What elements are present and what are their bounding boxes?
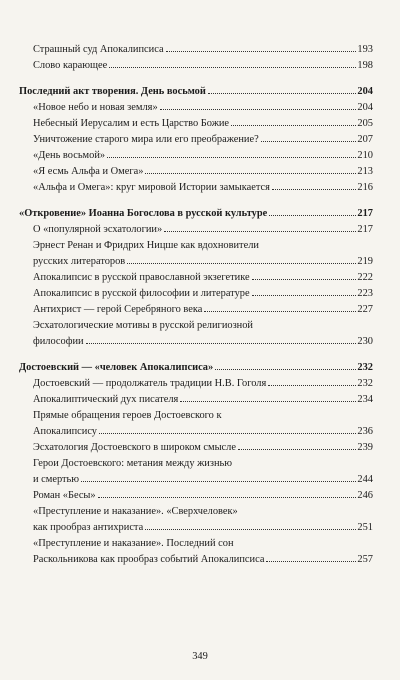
toc-page-number: 234 [357,394,373,405]
dot-leader [261,141,357,142]
dot-leader [238,449,356,450]
toc-page-number: 213 [357,166,373,177]
toc-entry [19,116,373,132]
toc-entry [19,456,373,472]
toc-entry-title: Прямые обращения героев Достоевского к [33,410,222,421]
dot-leader [145,173,356,174]
toc-entry [19,164,373,180]
toc-entry-title: Апокалипсис в русской православной экзегетике [33,272,250,283]
toc-entry-title: Роман «Бесы» [33,490,96,501]
toc-page-number: 232 [357,362,373,373]
toc-entry-title: Раскольникова как прообраз событий Апокалипсиса [33,554,265,565]
toc-entry-title: Последний акт творения. День восьмой [19,86,206,97]
toc-entry-title: Апокалипсису [33,426,98,437]
toc-entry-title: «Я есмь Альфа и Омега» [33,166,144,177]
toc-page-number: 230 [357,336,373,347]
dot-leader [86,343,357,344]
toc-entry-title: Апокалиптический дух писателя [33,394,179,405]
page-number: 349 [192,651,208,662]
toc-page-number: 198 [357,60,373,71]
toc-entry-title: Слово карающее [33,60,108,71]
toc-entry-title: «Преступление и наказание». Последний сон [33,538,234,549]
dot-leader [268,385,356,386]
toc-page-number: 216 [357,182,373,193]
toc-entry [19,42,373,58]
toc-entry-title: философии [33,336,84,347]
toc-entry [19,302,373,318]
toc-entry [19,100,373,116]
toc-entry [19,504,373,520]
toc-entry-title: Эрнест Ренан и Фридрих Ницше как вдохновители [33,240,259,251]
toc-page-number: 193 [357,44,373,55]
toc-entry-title: О «популярной эсхатологии» [33,224,163,235]
dot-leader [215,369,356,370]
toc-entry-title: Эсхатологические мотивы в русской религиозной [33,320,253,331]
toc-entry-title: «День восьмой» [33,150,106,161]
dot-leader [81,481,356,482]
toc-page-number: 251 [357,522,373,533]
toc-entry-title: русских литераторов [33,256,126,267]
toc-page-number: 207 [357,134,373,145]
dot-leader [231,125,356,126]
toc-entry [19,180,373,196]
toc-entry-title: «Новое небо и новая земля» [33,102,158,113]
toc-page-number: 223 [357,288,373,299]
toc-entry [19,392,373,408]
toc-entry [19,286,373,302]
dot-leader [109,67,356,68]
dot-leader [164,231,356,232]
toc-entry-title: и смертью [33,474,80,485]
dot-leader [160,109,357,110]
toc-entry [19,552,373,568]
toc-entry [19,408,373,424]
toc-page-number: 236 [357,426,373,437]
toc-entry [19,376,373,392]
toc-entry [19,424,373,440]
toc-page-number: 244 [357,474,373,485]
toc-page-number: 239 [357,442,373,453]
dot-leader [166,51,357,52]
toc-page-number: 222 [357,272,373,283]
toc-page-number: 232 [357,378,373,389]
toc-chapter [19,206,373,222]
dot-leader [99,433,356,434]
toc-entry [19,254,373,270]
toc-entry [19,58,373,74]
dot-leader [204,311,356,312]
toc-entry-title: «Откровение» Иоанна Богослова в русской культуре [19,208,268,219]
dot-leader [107,157,356,158]
dot-leader [252,279,357,280]
dot-leader [145,529,356,530]
toc-page-number: 210 [357,150,373,161]
dot-leader [269,215,356,216]
toc-page-number: 246 [357,490,373,501]
toc-page-number: 204 [357,86,373,97]
toc-entry [19,440,373,456]
toc-page-number: 204 [357,102,373,113]
toc-entry [19,270,373,286]
toc-page-number: 217 [357,208,373,219]
toc-entry-title: Небесный Иерусалим и есть Царство Божие [33,118,230,129]
dot-leader [127,263,356,264]
toc-entry [19,148,373,164]
toc-entry-title: Апокалипсис в русской философии и литературе [33,288,250,299]
toc-entry-title: Антихрист — герой Серебряного века [33,304,203,315]
table-of-contents [19,42,373,568]
toc-entry [19,488,373,504]
toc-page-number: 219 [357,256,373,267]
dot-leader [180,401,356,402]
dot-leader [252,295,357,296]
toc-entry [19,334,373,350]
toc-entry-title: «Преступление и наказание». «Сверхчеловек» [33,506,238,517]
toc-chapter [19,360,373,376]
toc-entry-title: Страшный суд Апокалипсиса [33,44,164,55]
toc-entry-title: Эсхатология Достоевского в широком смысле [33,442,236,453]
toc-entry [19,222,373,238]
toc-entry [19,238,373,254]
toc-chapter [19,84,373,100]
dot-leader [272,189,356,190]
dot-leader [266,561,356,562]
dot-leader [98,497,357,498]
toc-entry-title: Достоевский — «человек Апокалипсиса» [19,362,214,373]
toc-entry-title: «Альфа и Омега»: круг мировой Истории замыкается [33,182,270,193]
dot-leader [208,93,357,94]
toc-page-number: 257 [357,554,373,565]
toc-entry [19,520,373,536]
toc-entry [19,132,373,148]
toc-entry [19,318,373,334]
toc-page-number: 205 [357,118,373,129]
toc-entry-title: как прообраз антихриста [33,522,144,533]
toc-entry-title: Уничтожение старого мира или его преображение? [33,134,259,145]
toc-page-number: 217 [357,224,373,235]
toc-entry [19,472,373,488]
toc-page-number: 227 [357,304,373,315]
toc-entry-title: Герои Достоевского: метания между жизнью [33,458,233,469]
toc-entry-title: Достоевский — продолжатель традиции Н.В. Гоголя [33,378,267,389]
toc-entry [19,536,373,552]
